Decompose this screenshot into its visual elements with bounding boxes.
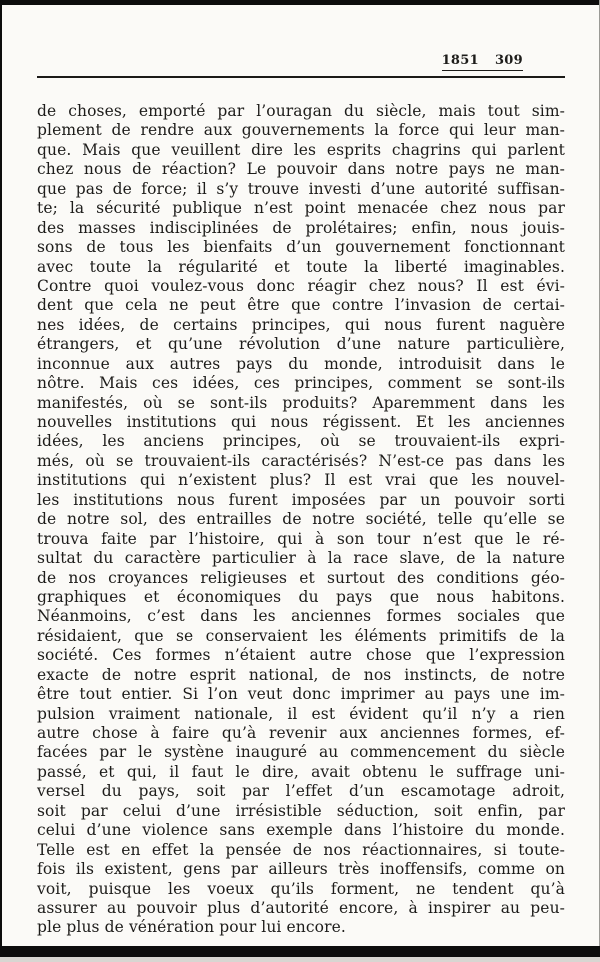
text-line: manifestés, où se sont-ils produits? Aparemment dans les (37, 393, 565, 412)
text-line: inconnue aux autres pays du monde, introduisit dans le (37, 354, 565, 373)
text-line: chez nous de réaction? Le pouvoir dans notre pays ne man- (37, 160, 565, 179)
text-line: être tout entier. Si l’on veut donc imprimer au pays une im- (37, 685, 565, 704)
text-line: Néanmoins, c’est dans les anciennes formes sociales que (37, 607, 565, 626)
text-line: passé, et qui, il faut le dire, avait obtenu le suffrage uni- (37, 762, 565, 781)
scan-edge-bottom (0, 946, 600, 957)
header-page-number: 309 (494, 53, 523, 68)
text-line: autre chose à faire qu’à revenir aux anciennes formes, ef- (37, 724, 565, 742)
text-line: voit, puisque les voeux qu’ils forment, ne tendent qu’à (37, 879, 565, 898)
text-line: nes idées, de certains principes, qui nous furent naguère (37, 315, 565, 334)
text-line: institutions qui n’existent plus? Il est vrai que les nouvel- (37, 471, 565, 490)
page-header (442, 53, 523, 71)
text-line: trouva faite par l’histoire, qui à son tour n’est que le ré- (37, 529, 565, 548)
text-line: des masses indisciplinées de prolétaires; enfin, nous jouis- (37, 218, 565, 237)
text-line: soit par celui d’une irrésistible séduction, soit enfin, par (37, 801, 565, 820)
text-line: étrangers, et qu’une révolution d’une nature particulière, (37, 335, 565, 354)
header-year: 1851 (441, 53, 479, 68)
text-line: més, où se trouvaient-ils caractérisés? N’est-ce pas dans les (37, 451, 565, 470)
text-line: plement de rendre aux gouvernements la force qui leur man- (37, 121, 565, 140)
text-line: exacte de notre esprit national, de nos instincts, de notre (37, 665, 565, 684)
text-line: nôtre. Mais ces idées, ces principes, comment se sont-ils (37, 374, 565, 393)
header-rule (37, 76, 565, 78)
text-line: idées, les anciens principes, où se trouvaient-ils expri- (37, 432, 565, 451)
body-text (37, 102, 565, 938)
text-line: de notre sol, des entrailles de notre société, telle qu’elle se (37, 510, 565, 529)
text-line: dent que cela ne peut être que contre l’invasion de certai- (37, 296, 565, 315)
scan-edge-top (0, 0, 600, 5)
text-line: de nos croyances religieuses et surtout des conditions géo- (37, 568, 565, 587)
text-line: te; la sécurité publique n’est point menacée chez nous par (37, 199, 565, 218)
text-line: que pas de force; il s’y trouve investi d’une autorité suffisan- (37, 179, 565, 198)
text-line: sultat du caractère particulier à la race slave, de la nature (37, 549, 565, 568)
text-line: graphiques et économiques du pays que nous habitons. (37, 587, 565, 606)
text-line: les institutions nous furent imposées par un pouvoir sorti (37, 490, 565, 509)
scan-bottom-margin (0, 957, 600, 962)
text-line: sons de tous les bienfaits d’un gouvernement fonctionnant (37, 238, 565, 257)
text-line: résidaient, que se conservaient les éléments primitifs de la (37, 626, 565, 645)
text-line: versel du pays, soit par l’effet d’un escamotage adroit, (37, 782, 565, 801)
header-underlined-numbers (442, 53, 523, 71)
text-line: facées par le systène inauguré au commencement du siècle (37, 743, 565, 762)
text-line: que. Mais que veuillent dire les esprits chagrins qui parlent (37, 140, 565, 159)
text-line: Contre quoi voulez-vous donc réagir chez nous? Il est évi- (37, 276, 565, 295)
text-line: celui d’une violence sans exemple dans l’histoire du monde. (37, 821, 565, 840)
scan-edge-left (0, 0, 2, 962)
text-line: Telle est en effet la pensée de nos réactionnaires, si toute- (37, 840, 565, 859)
text-line: ple plus de vénération pour lui encore. (37, 918, 346, 937)
text-line: de choses, emporté par l’ouragan du siècle, mais tout sim- (37, 102, 565, 120)
text-line: assurer au pouvoir plus d’autorité encore, à inspirer au peu- (37, 898, 565, 917)
text-line: nouvelles institutions qui nous régissent. Et les anciennes (37, 413, 565, 431)
text-line: avec toute la régularité et toute la liberté imaginables. (37, 257, 565, 276)
text-line: pulsion vraiment nationale, il est évident qu’il n’y a rien (37, 704, 565, 723)
text-line: société. Ces formes n’étaient autre chose que l’expression (37, 646, 565, 665)
text-line: fois ils existent, gens par ailleurs très inoffensifs, comme on (37, 860, 565, 879)
